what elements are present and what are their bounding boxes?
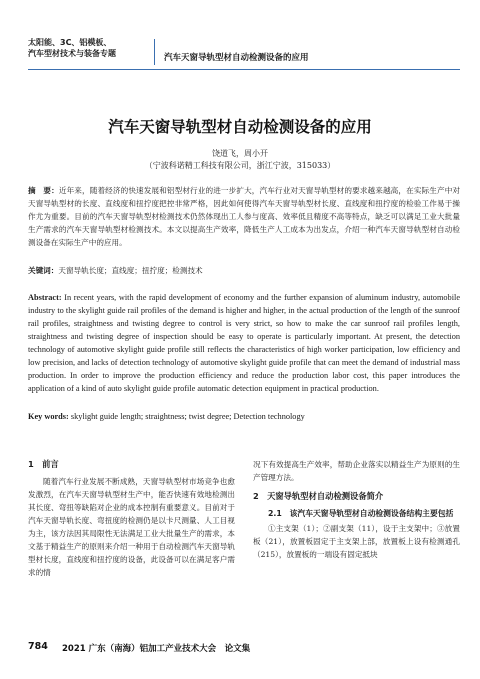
section-2-1-paragraph: ①主支架（1）；②副支架（11），设于主支架中；③放置板（21），放置板固定于主支架上部，放置板上设有检测通孔（215），放置板的一端设有固定抵块 <box>253 524 460 559</box>
section-1-heading: 1 前言 <box>28 459 59 469</box>
affiliation: （宁波科诺精工科技有限公司，浙江宁波，315033） <box>144 161 336 170</box>
conference-name: 2021 广东（南海）铝加工产业技术大会 论文集 <box>62 644 251 654</box>
section-2-1-heading: 2.1 该汽车天窗导轨型材自动检测设备结构主要包括 <box>268 509 454 518</box>
abstract-english <box>28 291 460 395</box>
body-column-left <box>28 458 235 583</box>
continued-paragraph: 况下有效提高生产效率，帮助企业落实以精益生产为原则的生产管理方法。 <box>253 460 460 482</box>
page-header <box>28 37 460 70</box>
keywords-cn-label: 关键词： <box>28 266 59 275</box>
series-line-2: 汽车型材技术与装备专题 <box>28 49 116 58</box>
series-label <box>28 37 150 67</box>
keywords-en-label: Key words: <box>28 412 69 421</box>
section-1-paragraph: 随着汽车行业发展不断成熟，天窗导轨型材市场竞争也愈发激烈，在汽车天窗导轨型材生产中，能否快速有效地检测出其长度、弯扭等缺陷对企业的成本控制有重要意义。目前对于汽车天窗导轨长度、弯扭度的检测仍是以卡尺测量、人工目视为主，该方法因其局限性无法满足工业大批量生产的需求，本文基于精益生产的原则来介绍一种用于自动检测汽车天窗导轨型材长度，直线度和扭拧度的设备，此设备可以在满足客户需求的情 <box>28 477 235 577</box>
body-column-right <box>253 458 460 565</box>
authors: 饶道飞，周小开 <box>212 149 268 158</box>
keywords-english <box>28 411 460 423</box>
series-line-1: 太阳能、3C、铝模板、 <box>28 38 112 47</box>
abstract-en-text: In recent years, with the rapid development of economy and the further expansion of aluminum industry, automobile industry to the skylight guide rail profiles of the demand is higher and higher, in the actual production of the length of the sunroof rail profiles, straightness and twisting degree to control is very strict, so how to make the car sunroof rail profiles length, straightness and twisting degree of inspection should be easy to operate is particularly important. At present, the detection technology of automotive skylight guide profile still reflects the characteristics of high worker participation, low efficiency and low precision, and lacks of detection technology of automotive skylight guide profile that can meet the demand of industrial mass production. In order to improve the production efficiency and reduce the production labor cost, this paper introduces the application of a kind of auto skylight guide profile automatic detection equipment in practical production. <box>28 293 460 393</box>
header-divider <box>154 39 155 65</box>
running-title: 汽车天窗导轨型材自动检测设备的应用 <box>164 53 309 63</box>
abstract-cn-text: 近年来，随着经济的快速发展和铝型材行业的进一步扩大，汽车行业对天窗导轨型材的要求越来越高，在实际生产中对天窗导轨型材的长度、直线度和扭拧度把控非常严格，因此如何使得汽车天窗导轨型材长度、直线度和扭拧度的检验工作易于操作尤为重要。目前的汽车天窗导轨型材检测技术仍然体现出工人参与度高、效率低且精度不高等特点，缺乏可以满足工业大批量生产需求的汽车天窗导轨型材检测技术。本文以提高生产效率，降低生产人工成本为出发点，介绍一种汽车天窗导轨型材自动检测设备在实际生产中的应用。 <box>28 186 461 247</box>
abstract-cn-label: 摘 要： <box>28 186 59 195</box>
abstract-chinese <box>28 184 460 249</box>
abstract-en-label: Abstract: <box>28 293 62 302</box>
page-footer <box>0 625 480 679</box>
keywords-cn-text: 天窗导轨长度；直线度；扭拧度；检测技术 <box>58 266 203 275</box>
page-number: 784 <box>28 641 48 652</box>
keywords-chinese <box>28 264 460 277</box>
section-2-heading: 2 天窗导轨型材自动检测设备简介 <box>253 491 384 501</box>
keywords-en-text: skylight guide length; straightness; twist degree; Detection technology <box>68 412 305 421</box>
paper-title: 汽车天窗导轨型材自动检测设备的应用 <box>108 118 372 136</box>
